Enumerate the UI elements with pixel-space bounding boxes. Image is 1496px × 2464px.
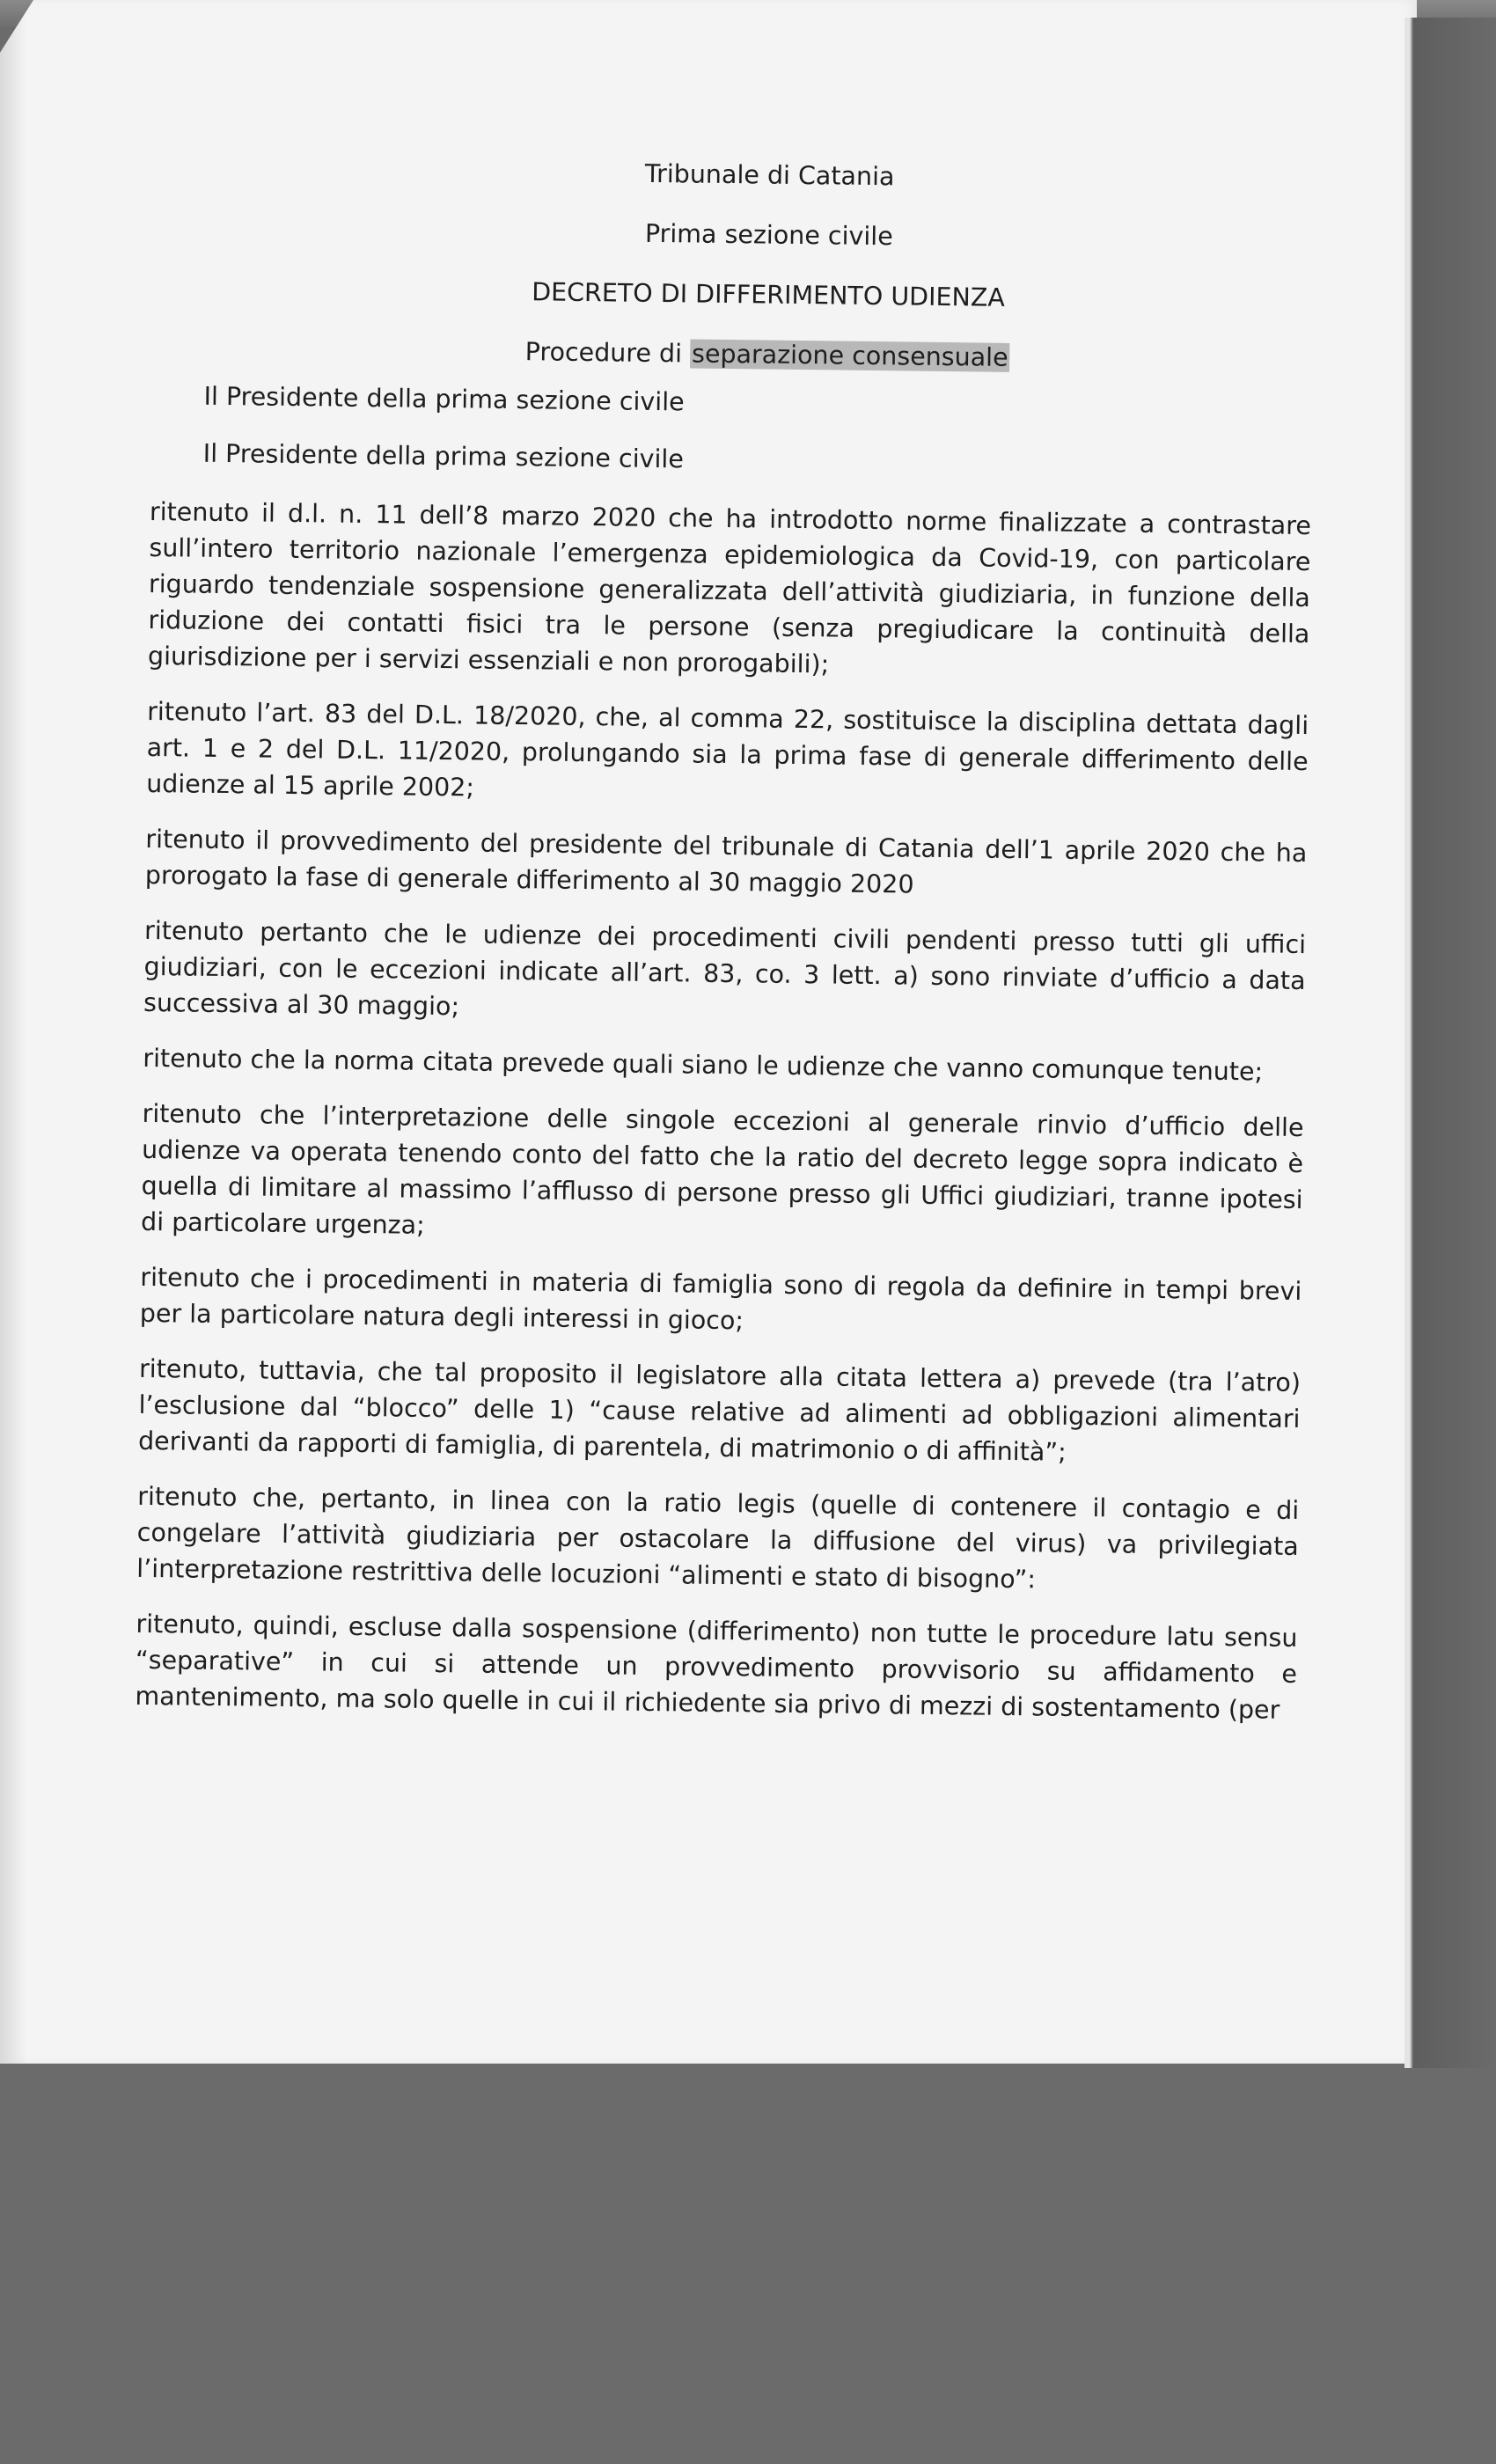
paragraph-norma-citata: ritenuto che la norma citata prevede quali siano le udienze che vanno comunque tenute; bbox=[143, 1043, 1264, 1087]
paragraph-ratio-legis: ritenuto che, pertanto, in linea con la ratio legis (quelle di contenere il contagio e di congelare l’attività giudiziaria per ostacolare la diffusione del virus) va privilegiata l’interpretazione restrittiva delle locuzioni “alimenti e stato di bisogno”: bbox=[136, 1481, 1300, 1595]
paragraph-procedure-separative: ritenuto, quindi, escluse dalla sospensione (differimento) non tutte le procedure latu sensu “separative” in cui si attende un provvedimento provvisorio su affidamento e mantenimento, ma solo quelle in cui il richiedente sia privo di mezzi di sostentamento (per bbox=[135, 1609, 1298, 1725]
procedure-line bbox=[222, 330, 1313, 379]
paragraph-proroga: ritenuto il provvedimento del presidente del tribunale di Catania dell’1 aprile 2020 che ha prorogato la fase di generale differimento al 30 maggio 2020 bbox=[144, 824, 1308, 899]
paragraph-dl-11-2020: ritenuto il d.l. n. 11 dell’8 marzo 2020 che ha introdotto norme finalizzate a contrastare sull’intero territorio nazionale l’emergenza epidemiologica da Covid-19, con particolare riguardo tendenziale sospensione generalizzata dell’attività giudiziaria, in funzione della riduzione dei contatti fisici tra le persone (senza pregiudicare la continuità della giurisdizione per i servizi essenziali e non prorogabili); bbox=[147, 496, 1312, 679]
procedure-prefix: Procedure di bbox=[524, 337, 691, 369]
court-name: Tribunale di Catania bbox=[644, 158, 895, 192]
paragraph-alimenti: ritenuto, tuttavia, che tal proposito il legislatore alla citata lettera a) prevede (tra l’atro) l’esclusione dal “blocco” delle 1) “cause relative ad alimenti ad obbligazioni alimentari derivanti da rapporti di famiglia, di parentela, di matrimonio o di affinità”; bbox=[137, 1353, 1302, 1467]
president-line: Il Presidente della prima sezione civile bbox=[202, 438, 685, 474]
paragraph-art-83: ritenuto l’art. 83 del D.L. 18/2020, che, al comma 22, sostituisce la disciplina dettata dagli art. 1 e 2 del D.L. 11/2020, prolungando sia la prima fase di generale differimento delle udienze al 15 aprile 2002; bbox=[145, 696, 1309, 803]
paragraph-rinvio-udienze: ritenuto pertanto che le udienze dei procedimenti civili pendenti presso tutti gli uffici giudiziari, con le eccezioni indicate all’art. 83, co. 3 lett. a) sono rinviate d’ufficio a data successiva al 30 maggio; bbox=[143, 915, 1307, 1022]
paragraph-famiglia: ritenuto che i procedimenti in materia di famiglia sono di regola da definire in tempi brevi per la particolare natura degli interessi in gioco; bbox=[139, 1262, 1302, 1336]
page-right-edge bbox=[1404, 18, 1496, 2068]
court-section: Prima sezione civile bbox=[644, 218, 893, 252]
president-line: Il Presidente della prima sezione civile bbox=[203, 381, 685, 417]
document-body bbox=[135, 150, 1316, 1748]
paragraph-interpretazione: ritenuto che l’interpretazione delle singole eccezioni al generale rinvio d’ufficio delle udienze va operata tenendo conto del fatto che la ratio del decreto legge sopra indicato è quella di limitare al massimo l’afflusso di persone presso gli Uffici giudiziari, tranne ipotesi di particolare urgenza; bbox=[140, 1098, 1304, 1240]
page-edge-shadow bbox=[0, 0, 26, 2064]
procedure-highlight: separazione consensuale bbox=[691, 339, 1008, 372]
decree-title: DECRETO DI DIFFERIMENTO UDIENZA bbox=[531, 277, 1006, 312]
